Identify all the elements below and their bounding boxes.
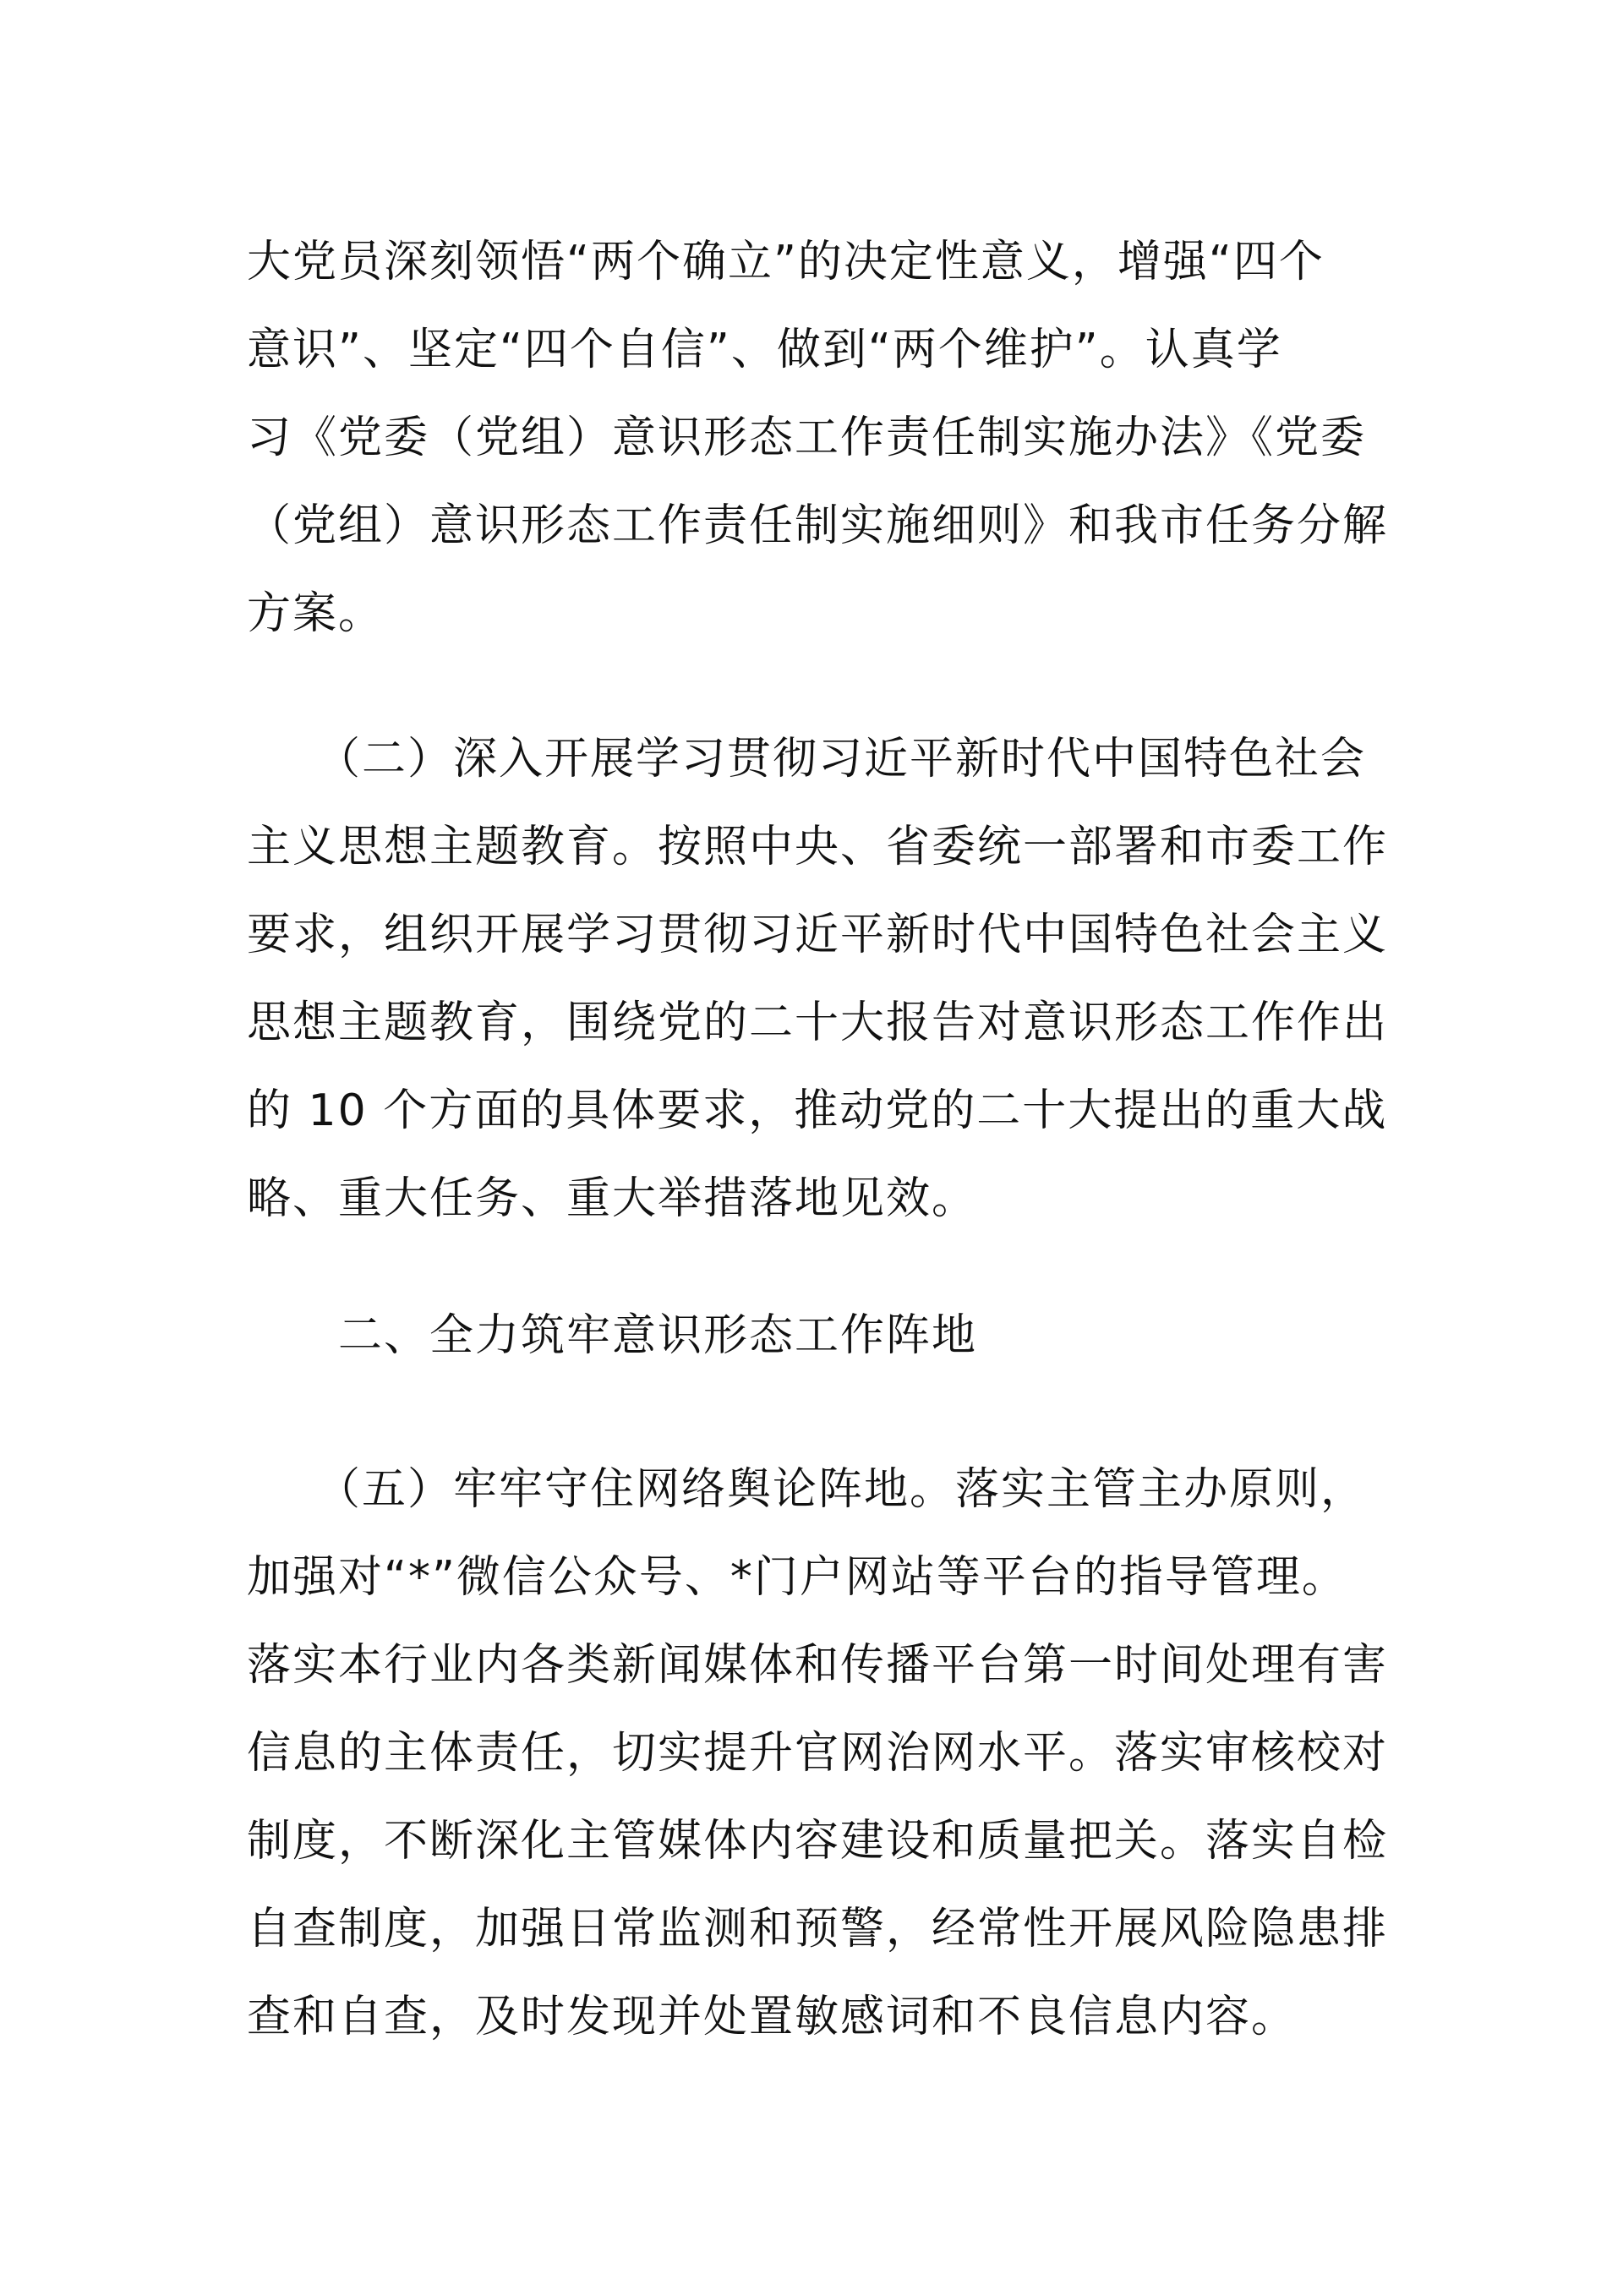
paragraph-1-line-5: 方案。	[247, 588, 385, 639]
paragraph-1-line-4: （党组）意识形态工作责任制实施细则》和我市任务分解	[247, 500, 1389, 551]
paragraph-3-line-4: 信息的主体责任，切实提升官网治网水平。落实审核校对	[247, 1728, 1389, 1779]
paragraph-3-line-1: （五）牢牢守住网络舆论阵地。落实主管主办原则，	[247, 1464, 1367, 1515]
paragraph-2-line-5: 的 10 个方面的具体要求，推动党的二十大提出的重大战	[247, 1085, 1388, 1136]
paragraph-1-line-1: 大党员深刻领悟“两个确立”的决定性意义，增强“四个	[247, 237, 1325, 287]
paragraph-3-line-7: 查和自查，及时发现并处置敏感词和不良信息内容。	[247, 1992, 1298, 2042]
paragraph-2-line-6: 略、重大任务、重大举措落地见效。	[247, 1173, 978, 1224]
paragraph-2-line-1: （二）深入开展学习贯彻习近平新时代中国特色社会	[247, 734, 1367, 784]
paragraph-2-line-2: 主义思想主题教育。按照中央、省委统一部署和市委工作	[247, 822, 1389, 872]
paragraph-1-line-3: 习《党委（党组）意识形态工作责任制实施办法》《党委	[247, 413, 1367, 463]
paragraph-3-line-6: 自查制度，加强日常监测和预警，经常性开展风险隐患排	[247, 1904, 1389, 1954]
paragraph-2	[247, 715, 1396, 1243]
paragraph-1-line-2: 意识”、坚定“四个自信”、做到“两个维护”。认真学	[247, 325, 1282, 375]
paragraph-2-line-4: 思想主题教育，围绕党的二十大报告对意识形态工作作出	[247, 998, 1389, 1048]
section-heading-2	[247, 1292, 1396, 1380]
paragraph-3	[247, 1446, 1396, 2061]
paragraph-2-line-3: 要求，组织开展学习贯彻习近平新时代中国特色社会主义	[247, 910, 1389, 960]
paragraph-3-line-3: 落实本行业内各类新闻媒体和传播平台第一时间处理有害	[247, 1640, 1389, 1691]
paragraph-1	[247, 218, 1396, 658]
paragraph-3-line-2: 加强对“*”微信公众号、*门户网站等平台的指导管理。	[247, 1552, 1347, 1603]
section-heading-2-text: 二、全力筑牢意识形态工作阵地	[247, 1310, 978, 1361]
paragraph-3-line-5: 制度，不断深化主管媒体内容建设和质量把关。落实自检	[247, 1816, 1389, 1867]
